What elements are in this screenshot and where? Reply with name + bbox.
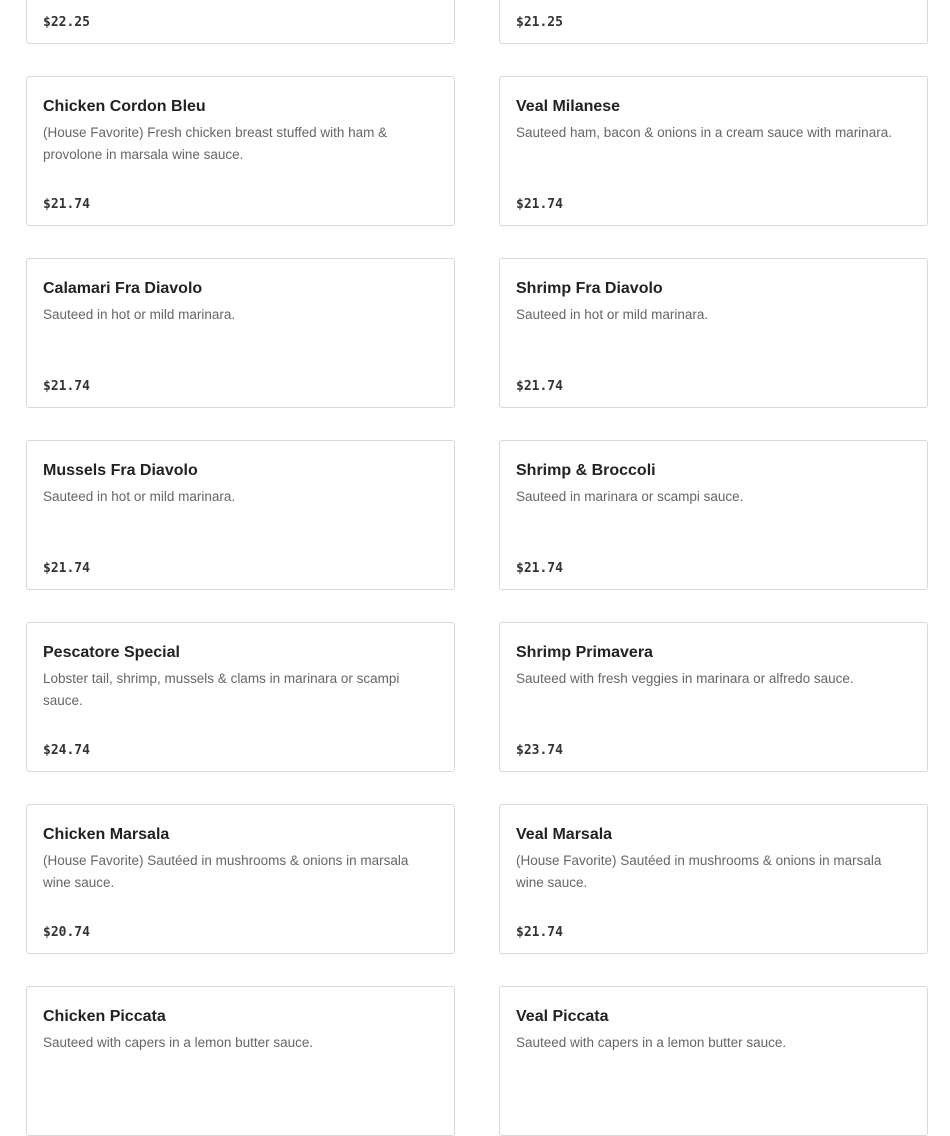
menu-item-description: Sauteed in hot or mild marinara.: [43, 489, 236, 504]
menu-items-grid: [26, 0, 928, 1136]
menu-item-description: Sauteed in hot or mild marinara.: [43, 307, 236, 322]
menu-item-card[interactable]: [499, 258, 928, 408]
menu-item-card[interactable]: [26, 76, 455, 226]
menu-item-card[interactable]: [499, 76, 928, 226]
menu-item-description: Sauteed with capers in a lemon butter sauce.: [43, 1035, 314, 1050]
menu-item-description: Sauteed in marinara or scampi sauce.: [516, 489, 744, 504]
menu-item-description: (House Favorite) Fresh chicken breast stuffed with ham & provolone in marsala wine sauce.: [43, 125, 388, 162]
menu-item-price: $21.74: [516, 925, 563, 940]
menu-item-name: Pescatore Special: [43, 644, 180, 661]
menu-item-card[interactable]: [499, 0, 928, 44]
menu-item-name: Shrimp & Broccoli: [516, 462, 656, 479]
menu-item-card[interactable]: [26, 622, 455, 772]
menu-item-price: $21.74: [43, 379, 90, 394]
menu-item-price: $21.74: [43, 197, 90, 212]
menu-item-description: Sauteed in hot or mild marinara.: [516, 307, 709, 322]
menu-item-name: Veal Milanese: [516, 98, 621, 115]
menu-item-card[interactable]: [26, 0, 455, 44]
menu-item-description: Sauteed ham, bacon & onions in a cream sauce with marinara.: [516, 125, 892, 140]
menu-item-description: (House Favorite) Sautéed in mushrooms & onions in marsala wine sauce.: [516, 853, 882, 890]
menu-item-card[interactable]: [499, 986, 928, 1136]
menu-item-price: $24.74: [43, 743, 90, 758]
menu-item-price: $20.74: [43, 925, 90, 940]
menu-item-name: Veal Piccata: [516, 1008, 609, 1025]
menu-item-card[interactable]: [499, 804, 928, 954]
menu-item-card[interactable]: [26, 986, 455, 1136]
menu-item-description: Lobster tail, shrimp, mussels & clams in marinara or scampi sauce.: [43, 671, 400, 708]
menu-item-price: $22.25: [43, 15, 90, 30]
menu-item-price: $21.74: [516, 561, 563, 576]
menu-item-card[interactable]: [26, 440, 455, 590]
menu-item-name: Chicken Marsala: [43, 826, 170, 843]
menu-item-name: Shrimp Fra Diavolo: [516, 280, 663, 297]
menu-item-card[interactable]: [499, 440, 928, 590]
menu-item-description: Sauteed with capers in a lemon butter sauce.: [516, 1035, 787, 1050]
menu-item-price: $23.74: [516, 743, 563, 758]
menu-item-card[interactable]: [26, 258, 455, 408]
menu-item-name: Chicken Piccata: [43, 1008, 166, 1025]
menu-item-name: Chicken Cordon Bleu: [43, 98, 206, 115]
menu-item-card[interactable]: [26, 804, 455, 954]
menu-item-card[interactable]: [499, 622, 928, 772]
menu-item-price: $21.74: [43, 561, 90, 576]
menu-item-price: $21.74: [516, 379, 563, 394]
menu-item-name: Shrimp Primavera: [516, 644, 653, 661]
menu-item-price: $21.74: [516, 197, 563, 212]
menu-item-name: Calamari Fra Diavolo: [43, 280, 203, 297]
menu-item-description: Sauteed with fresh veggies in marinara or alfredo sauce.: [516, 671, 854, 686]
menu-item-name: Veal Marsala: [516, 826, 613, 843]
menu-item-name: Mussels Fra Diavolo: [43, 462, 198, 479]
menu-item-price: $21.25: [516, 15, 563, 30]
menu-item-description: (House Favorite) Sautéed in mushrooms & onions in marsala wine sauce.: [43, 853, 409, 890]
